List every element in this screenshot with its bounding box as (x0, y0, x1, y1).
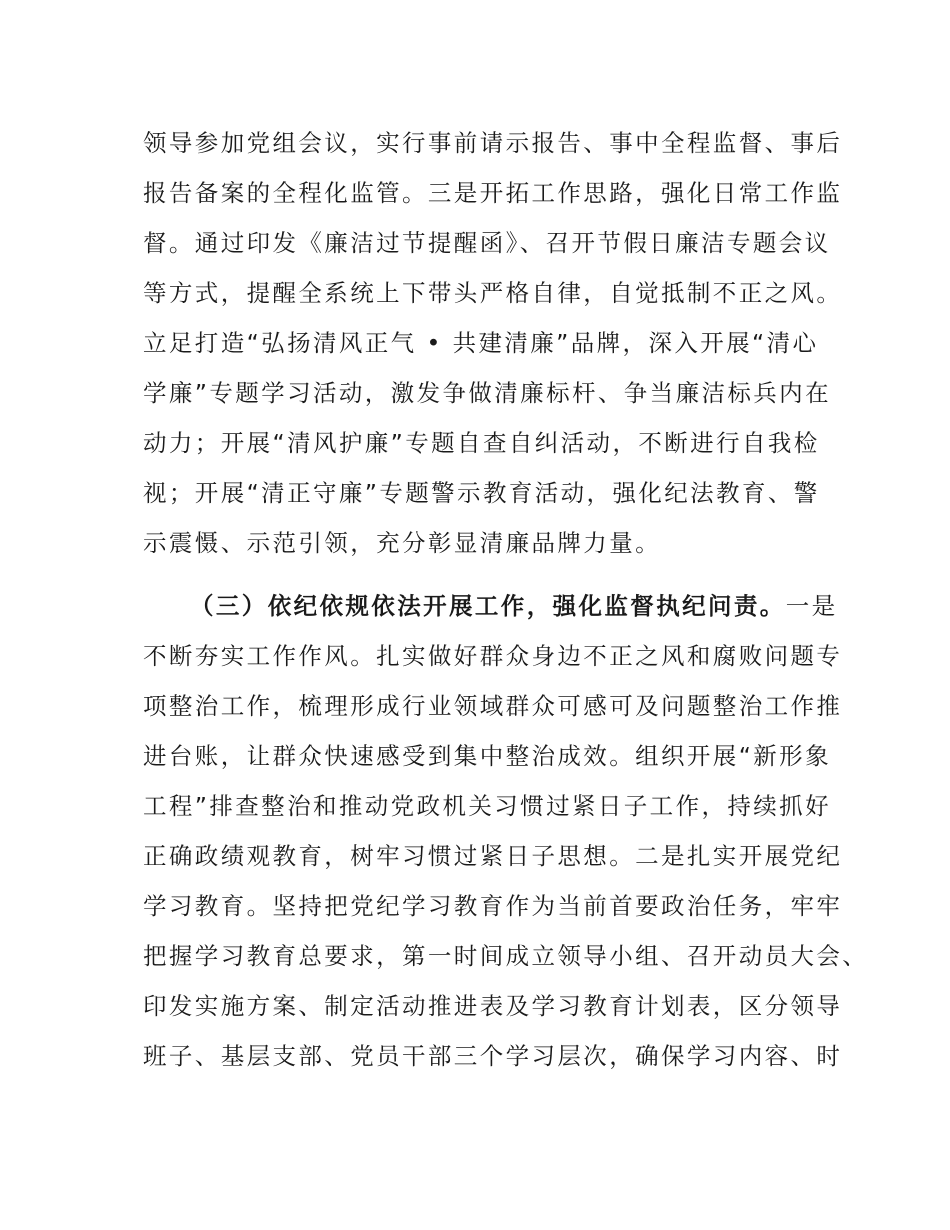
text-line: 班子、基层支部、党员干部三个学习层次，确保学习内容、时 (143, 1042, 843, 1070)
text-line: 等方式，提醒全系统上下带头严格自律，自觉抵制不正之风。 (143, 279, 843, 307)
text-line: 视；开展“清正守廉”专题警示教育活动，强化纪法教育、警 (143, 479, 820, 507)
text-line: 动力；开展“清风护廉”专题自查自纠活动，不断进行自我检 (143, 429, 820, 457)
text-line: 学习教育。坚持把党纪学习教育作为当前首要政治任务，牢牢 (143, 892, 843, 920)
text-line: 督。通过印发《廉洁过节提醒函》、召开节假日廉洁专题会议 (143, 229, 831, 257)
text-line: 领导参加党组会议，实行事前请示报告、事中全程监督、事后 (143, 129, 843, 157)
text-line: 把握学习教育总要求，第一时间成立领导小组、召开动员大会、 (143, 942, 869, 970)
section-heading: （三）依纪依规依法开展工作，强化监督执纪问责。 (190, 592, 786, 620)
text-line: 进台账，让群众快速感受到集中整治成效。组织开展“新形象 (143, 742, 831, 770)
section-heading-line (190, 590, 838, 622)
text-line: 项整治工作，梳理形成行业领域群众可感可及问题整治工作推 (143, 692, 843, 720)
text-line: 不断夯实工作作风。扎实做好群众身边不正之风和腐败问题专 (143, 642, 843, 670)
text-line: 报告备案的全程化监管。三是开拓工作思路，强化日常工作监 (143, 179, 843, 207)
text-line: 工程”排查整治和推动党政机关习惯过紧日子工作，持续抓好 (143, 792, 831, 820)
text-line: 立足打造“弘扬清风正气 • 共建清廉”品牌，深入开展“清心 (143, 329, 819, 357)
text-line: 印发实施方案、制定活动推进表及学习教育计划表，区分领导 (143, 992, 843, 1020)
text-line: 正确政绩观教育，树牢习惯过紧日子思想。二是扎实开展党纪 (143, 842, 843, 870)
heading-line-continuation: 一是 (785, 592, 838, 620)
text-line: 学廉”专题学习活动，激发争做清廉标杆、争当廉洁标兵内在 (143, 379, 831, 407)
text-line: 示震慑、示范引领，充分彰显清廉品牌力量。 (143, 529, 661, 557)
